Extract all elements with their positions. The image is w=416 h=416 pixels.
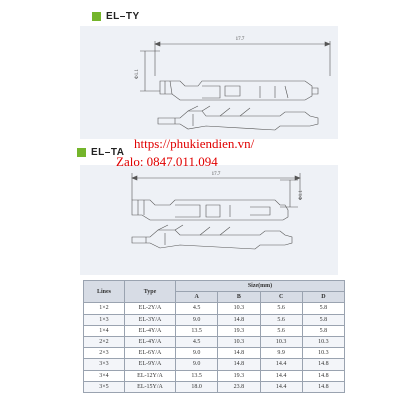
cell-a: 4.5 [176,303,218,314]
cell-type: EL-9Y/A [125,359,176,370]
cell-type: EL-6Y/A [125,348,176,359]
table-header-row [84,281,345,292]
cell-a: 18.0 [176,381,218,392]
cell-a: 13.5 [176,370,218,381]
cell-b: 19.3 [218,325,260,336]
cell-a: 9.0 [176,348,218,359]
cell-type: EL-15Y/A [125,381,176,392]
table-row [84,348,345,359]
cell-d: 5.8 [302,325,344,336]
overlay-url[interactable]: https://phukiendien.vn/ [134,136,255,151]
cell-b: 14.8 [218,359,260,370]
overlay-zalo: Zalo: 0847.011.094 [116,154,218,169]
table-row [84,303,345,314]
cell-c: 14.4 [260,370,302,381]
header-type: Type [125,281,176,303]
header-b: B [218,292,260,303]
cell-b: 10.3 [218,303,260,314]
cell-lines: 2×2 [84,336,125,347]
cell-lines: 3×5 [84,381,125,392]
cell-c: 10.3 [260,336,302,347]
cell-b: 14.8 [218,348,260,359]
cell-type: EL-3Y/A [125,314,176,325]
table-row [84,314,345,325]
dim-diameter-ty: Φ1.1 [135,69,140,79]
cell-d: 10.3 [302,348,344,359]
header-c: C [260,292,302,303]
cell-c: 14.4 [260,359,302,370]
cell-type: EL-4Y/A [125,325,176,336]
cell-a: 13.5 [176,325,218,336]
cell-type: EL-2Y/A [125,303,176,314]
cell-c: 5.6 [260,314,302,325]
header-lines: Lines [84,281,125,303]
cell-b: 23.8 [218,381,260,392]
cell-d: 5.8 [302,314,344,325]
cell-lines: 2×3 [84,348,125,359]
section-ty-title: EL–TY [106,11,140,22]
cell-a: 4.5 [176,336,218,347]
terminal-ty-drawing [80,26,338,139]
terminal-ta-drawing [80,165,338,275]
cell-c: 14.4 [260,381,302,392]
cell-d: 14.8 [302,370,344,381]
header-d: D [302,292,344,303]
cell-d: 14.8 [302,381,344,392]
cell-d: 10.3 [302,336,344,347]
dim-diameter-ta: Φ1.1 [299,190,304,200]
cell-c: 5.6 [260,303,302,314]
cell-lines: 3×3 [84,359,125,370]
cell-b: 10.3 [218,336,260,347]
table-row [84,336,345,347]
cell-lines: 1×2 [84,303,125,314]
table-row [84,370,345,381]
cell-c: 9.9 [260,348,302,359]
table-row [84,325,345,336]
table-row [84,359,345,370]
cell-type: EL-12Y/A [125,370,176,381]
cell-lines: 3×4 [84,370,125,381]
section-ta-title: EL–TA [91,147,125,158]
spec-table [83,280,345,393]
header-size: Size(mm) [176,281,345,292]
cell-type: EL-4Y/A [125,336,176,347]
green-square-icon [92,12,101,21]
cell-lines: 1×3 [84,314,125,325]
green-square-icon [77,148,86,157]
header-a: A [176,292,218,303]
cell-a: 9.0 [176,359,218,370]
section-ty-header [92,11,140,22]
cell-lines: 1×4 [84,325,125,336]
cell-d: 14.8 [302,359,344,370]
cell-b: 14.8 [218,314,260,325]
drawing-panel-ta [80,165,338,275]
cell-c: 5.6 [260,325,302,336]
cell-d: 5.8 [302,303,344,314]
cell-a: 9.0 [176,314,218,325]
table-row [84,381,345,392]
drawing-panel-ty [80,26,338,139]
dim-length-ta: 17.7 [211,172,221,177]
dim-length-ty: 17.7 [235,37,245,42]
cell-b: 19.3 [218,370,260,381]
